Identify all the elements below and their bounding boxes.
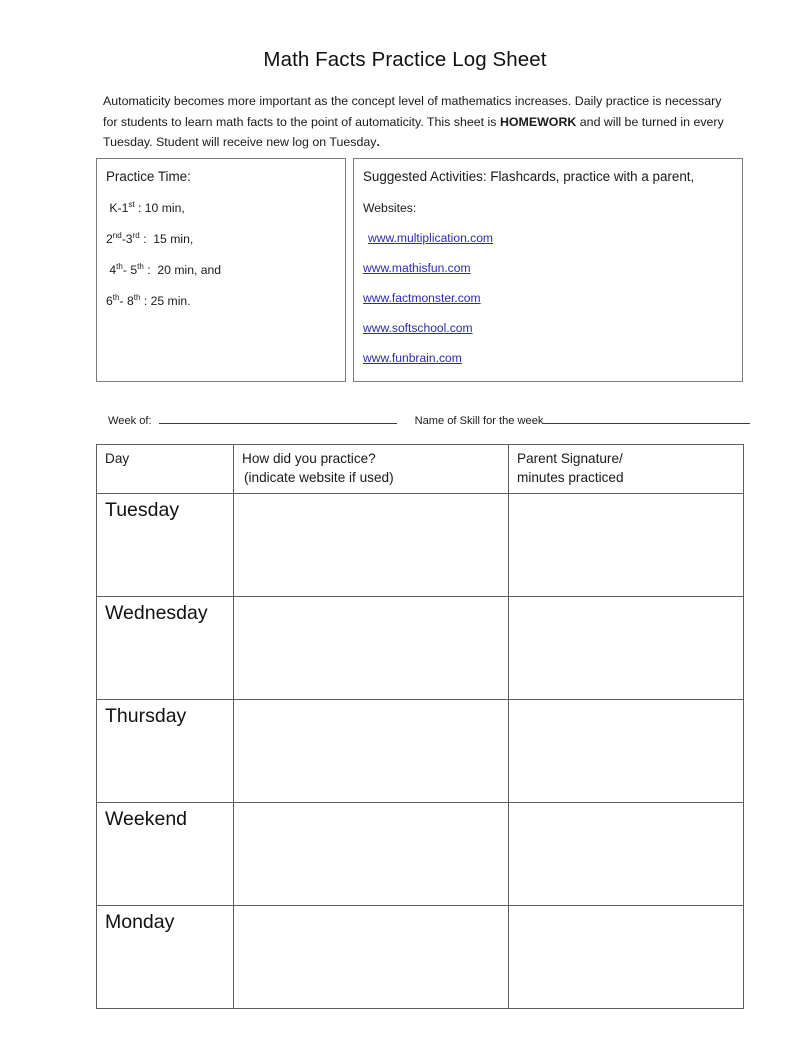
website-link-row [363, 290, 742, 306]
ordinal-suffix: th [133, 292, 141, 302]
practice-entry-monday[interactable] [234, 906, 509, 1009]
link-mathisfun[interactable]: www.mathisfun.com [363, 261, 471, 275]
ordinal-suffix: st [128, 199, 135, 209]
link-softschool[interactable]: www.softschool.com [363, 321, 473, 335]
link-factmonster[interactable]: www.factmonster.com [363, 291, 481, 305]
practice-time-row-4-5 [106, 262, 345, 278]
suggested-activities-heading: Suggested Activities: Flashcards, practice with a parent, [363, 169, 695, 184]
table-row [97, 597, 744, 700]
header-cell-day: Day [97, 445, 234, 494]
grade-duration: : 25 min. [140, 294, 191, 308]
header-signature-line2: minutes practiced [517, 469, 624, 485]
grade-label-second: -3 [121, 232, 133, 246]
week-of-input[interactable] [159, 412, 397, 424]
practice-log-table [96, 444, 744, 1009]
practice-time-row-2-3 [106, 231, 345, 247]
practice-entry-wednesday[interactable] [234, 597, 509, 700]
intro-text-part1: Automaticity becomes more important as the concept level of mathematics increases. Daily practice is necessary for students to learn math facts to the point of automaticity. This sheet is [103, 94, 722, 129]
table-row [97, 906, 744, 1009]
website-link-row [363, 260, 742, 276]
signature-entry-weekend[interactable] [509, 803, 744, 906]
ordinal-suffix: th [137, 261, 144, 271]
grade-label: 6 [106, 294, 113, 308]
website-link-row [363, 230, 742, 246]
intro-final-period: . [376, 135, 380, 150]
week-of-label: Week of: [108, 415, 152, 427]
grade-duration: : 10 min, [134, 201, 185, 215]
header-how-line2: (indicate website if used) [244, 469, 394, 485]
grade-duration: : 15 min, [139, 232, 194, 246]
signature-entry-monday[interactable] [509, 906, 744, 1009]
practice-time-row-k1 [106, 200, 345, 216]
ordinal-suffix: th [116, 261, 123, 271]
intro-text-part2: and will be turned in every Tuesday. Student will receive new log on Tuesday [103, 114, 724, 150]
practice-time-row-6-8 [106, 293, 345, 309]
table-header-row [97, 445, 744, 494]
grade-label: 4 [106, 263, 117, 277]
website-link-row [363, 350, 742, 366]
ordinal-suffix: th [112, 292, 120, 302]
practice-entry-weekend[interactable] [234, 803, 509, 906]
grade-duration: : 20 min, and [143, 263, 222, 277]
skill-name-label: Name of Skill for the week [414, 415, 544, 427]
signature-entry-wednesday[interactable] [509, 597, 744, 700]
header-signature-line1: Parent Signature/ [517, 451, 623, 466]
day-label-monday: Monday [97, 906, 234, 1009]
websites-label: Websites: [363, 201, 417, 215]
intro-homework-emphasis: HOMEWORK [499, 114, 577, 129]
grade-label: K-1 [106, 201, 129, 215]
ordinal-suffix: nd [112, 230, 122, 240]
practice-time-heading: Practice Time: [106, 169, 191, 184]
practice-entry-tuesday[interactable] [234, 494, 509, 597]
grade-label-second: - 8 [119, 294, 134, 308]
table-row [97, 803, 744, 906]
day-label-tuesday: Tuesday [97, 494, 234, 597]
practice-time-box [96, 158, 346, 382]
website-link-row [363, 320, 742, 336]
table-row [97, 700, 744, 803]
grade-label: 2 [106, 232, 113, 246]
suggested-activities-box [353, 158, 743, 382]
table-row [97, 494, 744, 597]
skill-name-input[interactable] [543, 412, 750, 424]
link-multiplication[interactable]: www.multiplication.com [368, 231, 494, 245]
day-label-weekend: Weekend [97, 803, 234, 906]
week-info-line [108, 412, 728, 427]
page-title: Math Facts Practice Log Sheet [263, 48, 547, 71]
header-how-line1: How did you practice? [242, 451, 376, 466]
header-cell-parent-signature [509, 445, 744, 494]
signature-entry-thursday[interactable] [509, 700, 744, 803]
day-label-thursday: Thursday [97, 700, 234, 803]
intro-paragraph [103, 91, 724, 153]
ordinal-suffix: rd [132, 230, 140, 240]
header-cell-how-did-you-practice [234, 445, 509, 494]
signature-entry-tuesday[interactable] [509, 494, 744, 597]
link-funbrain[interactable]: www.funbrain.com [363, 351, 462, 365]
practice-entry-thursday[interactable] [234, 700, 509, 803]
day-label-wednesday: Wednesday [97, 597, 234, 700]
grade-label-second: - 5 [122, 263, 138, 277]
